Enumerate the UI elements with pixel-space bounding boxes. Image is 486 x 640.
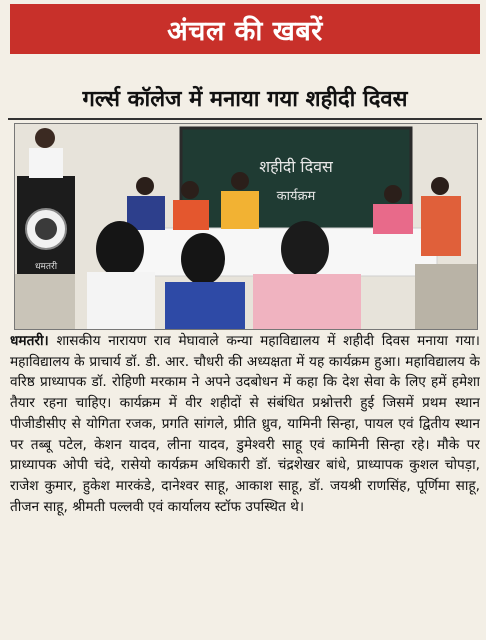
article-body [10,331,480,636]
news-photo [14,123,478,330]
headline-text: गर्ल्स कॉलेज में मनाया गया शहीदी दिवस [82,87,408,112]
news-headline [8,78,482,120]
board-text-line2: कार्यक्रम [276,189,316,204]
board-text-line1: शहीदी दिवस [259,157,333,176]
section-banner [10,4,480,54]
article-text: शासकीय नारायण राव मेघावाले कन्या महाविद्यालय में शहीदी दिवस मनाया गया। महाविद्यालय के प्राचार्य डॉ. डी. आर. चौधरी की अध्यक्षता में यह कार्यक्रम हुआ। महाविद्यालय के वरिष्ठ प्राध्यापक डॉ. रोहिणी मरकाम ने अपने उदबोधन में कहा कि देश सेवा के लिए हमें हमेशा तैयार रहना चाहिए। कार्यक्रम में वीर शहीदों से संबंधित प्रश्नोत्तरी हुई जिसमें प्रथम स्थान पीजीडीसीए से योगिता रजक, प्रगति सांगले, प्रीति ध्रुव, यामिनी सिन्हा, पायल एवं द्वितीय स्थान पर तब्बू पटेल, केशन यादव, लीना यादव, डुमेश्वरी साहू एवं कामिनी सिन्हा रहे। मौके पर प्राध्यापक ओपी चंदे, रासेयो कार्यक्रम अधिकारी डॉ. चंद्रशेखर बांधे, प्राध्यापक कुशल चोपड़ा, राजेश कुमार, हुकेश मारकंडे, दानेश्वर साहू, आकाश साहू, डॉ. जयश्री राणसिंह, पूर्णिमा साहू, तीजन साहू, श्रीमती पल्लवी एवं कार्यालय स्टॉफ उपस्थित थे। [10,333,480,515]
section-banner-title: अंचल की खबरें [167,15,323,47]
article-dateline: धमतरी। [10,333,49,349]
seal-text: धमतरी [34,262,58,272]
